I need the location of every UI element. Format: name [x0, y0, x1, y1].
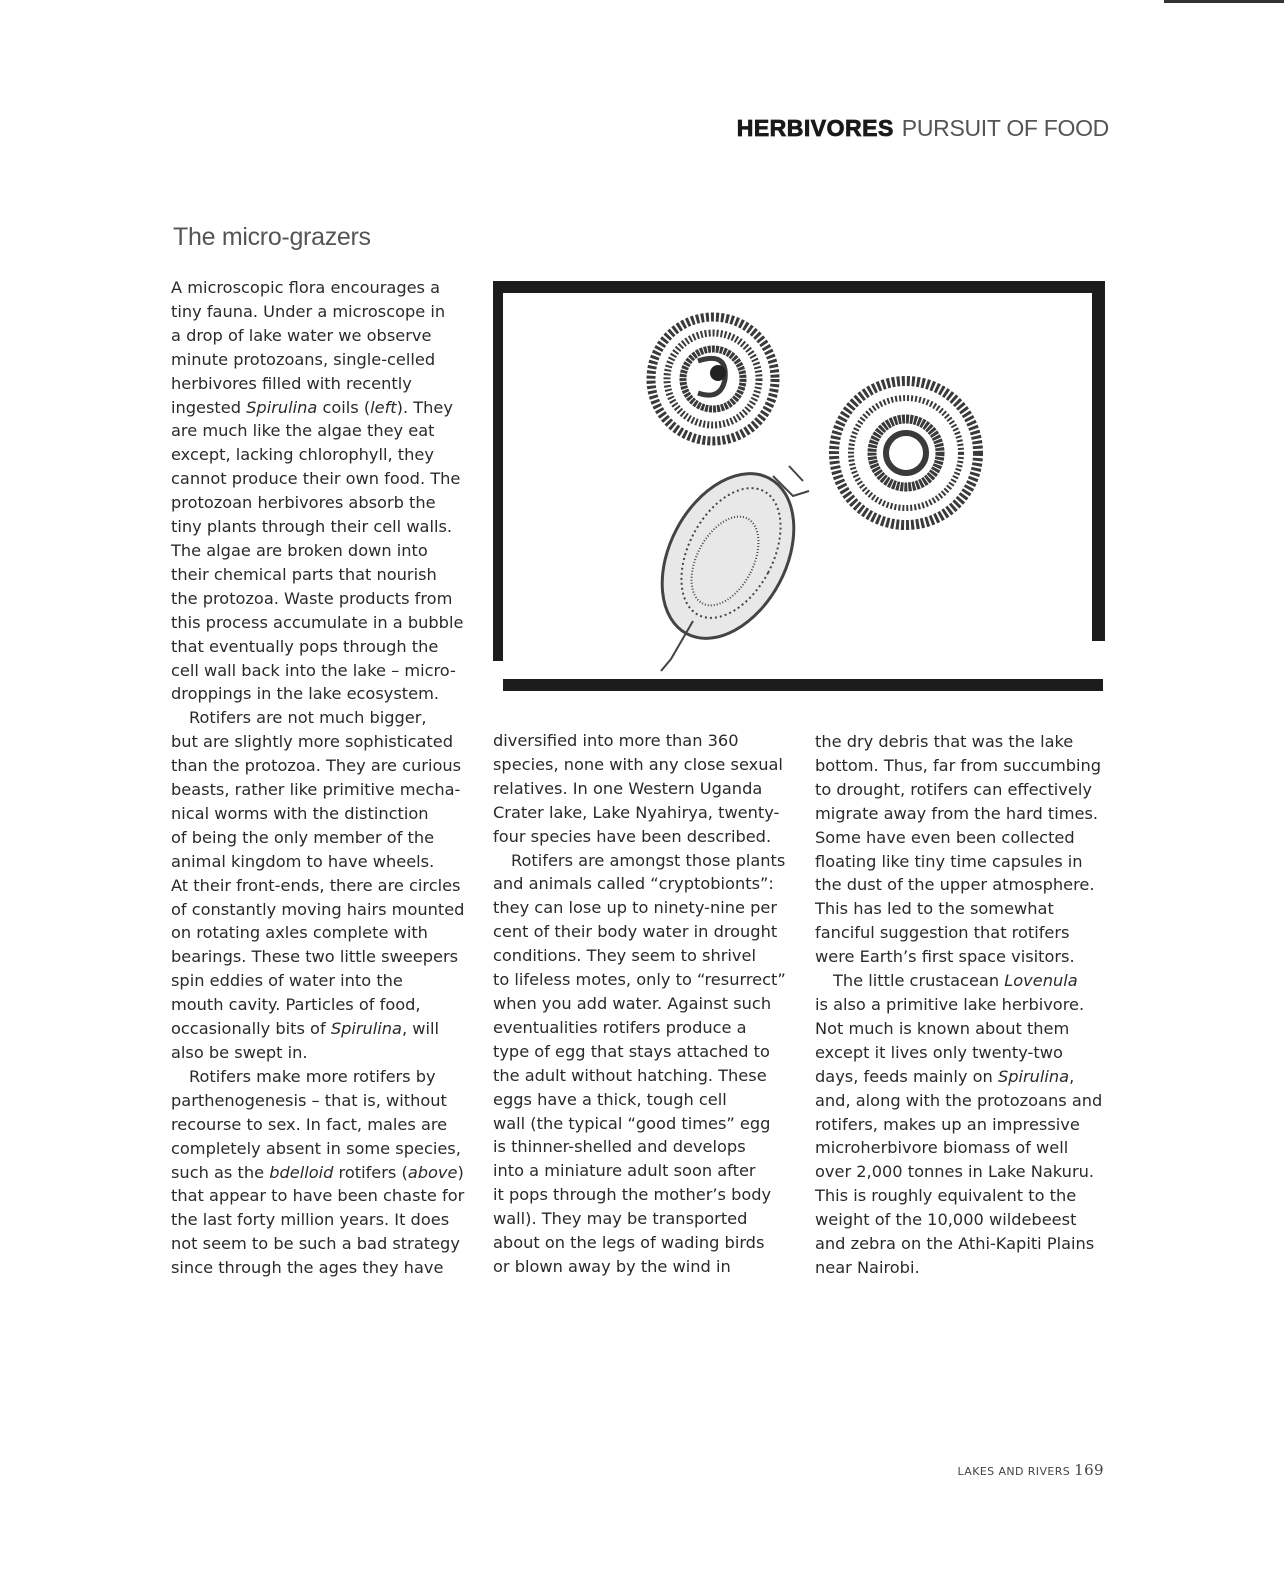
text-run: coils ( [317, 397, 371, 417]
species-name: Spirulina [246, 397, 318, 417]
text-line: This has led to the somewhat [815, 899, 1054, 919]
page-footer [958, 1461, 1105, 1479]
text-line: the protozoa. Waste products from [171, 588, 453, 608]
text-line: the dry debris that was the lake [815, 732, 1074, 751]
text-line: protozoan herbivores absorb the [171, 493, 436, 513]
figure-frame-top [493, 281, 1105, 293]
section-title: The micro-grazers [173, 223, 371, 251]
text-line: rotifers, makes up an impressive [815, 1114, 1080, 1134]
text-line: about on the legs of wading birds [493, 1233, 765, 1253]
text-line: fanciful suggestion that rotifers [815, 923, 1070, 943]
text-line: tiny fauna. Under a microscope in [171, 301, 446, 321]
text-line: Some have even been collected [815, 827, 1075, 847]
species-name: Spirulina [997, 1066, 1070, 1086]
text-run: ). They [396, 397, 453, 417]
text-line: At their front-ends, there are circles [171, 875, 461, 895]
text-line: since through the ages they have [171, 1258, 444, 1278]
text-line: weight of the 10,000 wildebeest [815, 1210, 1077, 1230]
text-line: four species have been described. [493, 826, 772, 846]
text-line: wall (the typical “good times” egg [493, 1113, 771, 1133]
text-line: tiny plants through their cell walls. [171, 517, 453, 537]
text-line: Rotifers are amongst those plants [511, 850, 786, 870]
text-line: not seem to be such a bad strategy [171, 1234, 460, 1254]
text-line: and, along with the protozoans and [815, 1090, 1103, 1110]
text-line: it pops through the mother’s body [493, 1185, 772, 1205]
figure-frame-left [493, 281, 503, 661]
text-line: into a miniature adult soon after [493, 1161, 756, 1181]
text-column-1 [171, 276, 471, 1280]
text-line: wall). They may be transported [493, 1209, 748, 1229]
text-line: Rotifers are not much bigger, [189, 708, 427, 728]
text-line: or blown away by the wind in [493, 1256, 731, 1276]
text-run: rotifers ( [333, 1162, 408, 1182]
figure-reference: above [407, 1162, 458, 1182]
running-head-category: HERBIVORES [736, 115, 894, 141]
text-line: when you add water. Against such [493, 993, 772, 1013]
micrograph-figure [493, 281, 1105, 699]
corner-rule [1164, 0, 1284, 3]
text-line: of constantly moving hairs mounted [171, 899, 465, 919]
text-line: migrate away from the hard times. [815, 803, 1099, 823]
text-line: beasts, rather like primitive mecha- [171, 780, 461, 800]
text-line: cent of their body water in drought [493, 922, 778, 942]
text-line: on rotating axles complete with [171, 923, 428, 943]
text-line: to drought, rotifers can effectively [815, 779, 1092, 799]
text-line: they can lose up to ninety-nine per [493, 898, 778, 918]
text-line: diversified into more than 360 [493, 731, 739, 750]
text-line: except it lives only twenty-two [815, 1042, 1063, 1062]
text-run: occasionally bits of [171, 1019, 331, 1039]
text-line: recourse to sex. In fact, males are [171, 1114, 448, 1134]
text-line: relatives. In one Western Uganda [493, 778, 763, 798]
text-run: The little crustacean [833, 971, 1005, 991]
text-run: ingested [171, 397, 247, 417]
text-line: were Earth’s first space visitors. [815, 947, 1075, 967]
text-line: cell wall back into the lake – micro- [171, 660, 456, 680]
text-line: and animals called “cryptobionts”: [493, 874, 774, 894]
text-line: This is roughly equivalent to the [815, 1186, 1077, 1206]
text-line: conditions. They seem to shrivel [493, 946, 756, 966]
text-line: but are slightly more sophisticated [171, 732, 454, 752]
text-run: , will [401, 1019, 439, 1039]
text-line: parthenogenesis – that is, without [171, 1090, 447, 1110]
text-column-2 [493, 729, 793, 1279]
figure-frame-right [1092, 281, 1105, 641]
text-line: near Nairobi. [815, 1257, 920, 1277]
text-line: A microscopic flora encourages a [171, 278, 441, 297]
text-line [815, 969, 1115, 993]
book-title: LAKES AND RIVERS [957, 1465, 1071, 1478]
text-line: is also a primitive lake herbivore. [815, 994, 1085, 1014]
text-line: type of egg that stays attached to [493, 1041, 770, 1061]
text-line: are much like the algae they eat [171, 421, 435, 441]
text-line: the adult without hatching. These [493, 1065, 767, 1085]
text-line [171, 1017, 471, 1041]
text-line: eventualities rotifers produce a [493, 1017, 747, 1037]
text-line: to lifeless motes, only to “resurrect” [493, 970, 786, 990]
text-line: Not much is known about them [815, 1018, 1070, 1038]
text-line: that eventually pops through the [171, 636, 439, 656]
text-line [171, 1161, 471, 1185]
text-line: microherbivore biomass of well [815, 1138, 1069, 1158]
text-line: the last forty million years. It does [171, 1210, 450, 1230]
text-line: their chemical parts that nourish [171, 564, 437, 584]
text-run: such as the [171, 1162, 270, 1182]
text-line: a drop of lake water we observe [171, 325, 432, 345]
text-line: minute protozoans, single-celled [171, 349, 436, 369]
text-line: cannot produce their own food. The [171, 469, 461, 489]
text-line: is thinner-shelled and develops [493, 1137, 746, 1157]
species-name: bdelloid [269, 1162, 334, 1182]
text-line: mouth cavity. Particles of food, [171, 995, 421, 1015]
running-head-subtitle: PURSUIT OF FOOD [901, 115, 1109, 141]
text-line: The algae are broken down into [171, 540, 428, 560]
text-line: except, lacking chlorophyll, they [171, 445, 434, 465]
text-line: herbivores filled with recently [171, 373, 412, 393]
text-line: than the protozoa. They are curious [171, 756, 462, 776]
figure-frame-bottom [503, 679, 1103, 691]
text-line: also be swept in. [171, 1043, 308, 1062]
text-column-3 [815, 730, 1115, 1280]
text-line: droppings in the lake ecosystem. [171, 684, 440, 704]
text-run: , [1069, 1066, 1075, 1086]
running-head [737, 115, 1109, 142]
page-number: 169 [1074, 1461, 1104, 1479]
text-line: of being the only member of the [171, 827, 435, 847]
text-line: Rotifers make more rotifers by [189, 1066, 436, 1086]
text-run: days, feeds mainly on [815, 1066, 998, 1086]
text-line: spin eddies of water into the [171, 971, 403, 991]
text-line: species, none with any close sexual [493, 754, 783, 774]
text-line: eggs have a thick, tough cell [493, 1089, 727, 1109]
text-line: Crater lake, Lake Nyahirya, twenty- [493, 802, 780, 822]
text-line: floating like tiny time capsules in [815, 851, 1083, 871]
text-line: and zebra on the Athi-Kapiti Plains [815, 1234, 1095, 1254]
text-line: the dust of the upper atmosphere. [815, 875, 1095, 895]
text-run: ) [457, 1162, 464, 1182]
text-line: over 2,000 tonnes in Lake Nakuru. [815, 1162, 1095, 1182]
text-line: animal kingdom to have wheels. [171, 851, 435, 871]
text-line [815, 1065, 1115, 1089]
text-line: bottom. Thus, far from succumbing [815, 755, 1102, 775]
text-line: this process accumulate in a bubble [171, 612, 464, 632]
text-line: that appear to have been chaste for [171, 1186, 465, 1206]
figure-reference: left [370, 397, 397, 417]
text-line: bearings. These two little sweepers [171, 947, 459, 967]
species-name: Lovenula [1004, 971, 1078, 991]
species-name: Spirulina [330, 1019, 402, 1039]
text-line: nical worms with the distinction [171, 803, 429, 823]
text-line [171, 396, 471, 420]
text-line: completely absent in some species, [171, 1138, 461, 1158]
